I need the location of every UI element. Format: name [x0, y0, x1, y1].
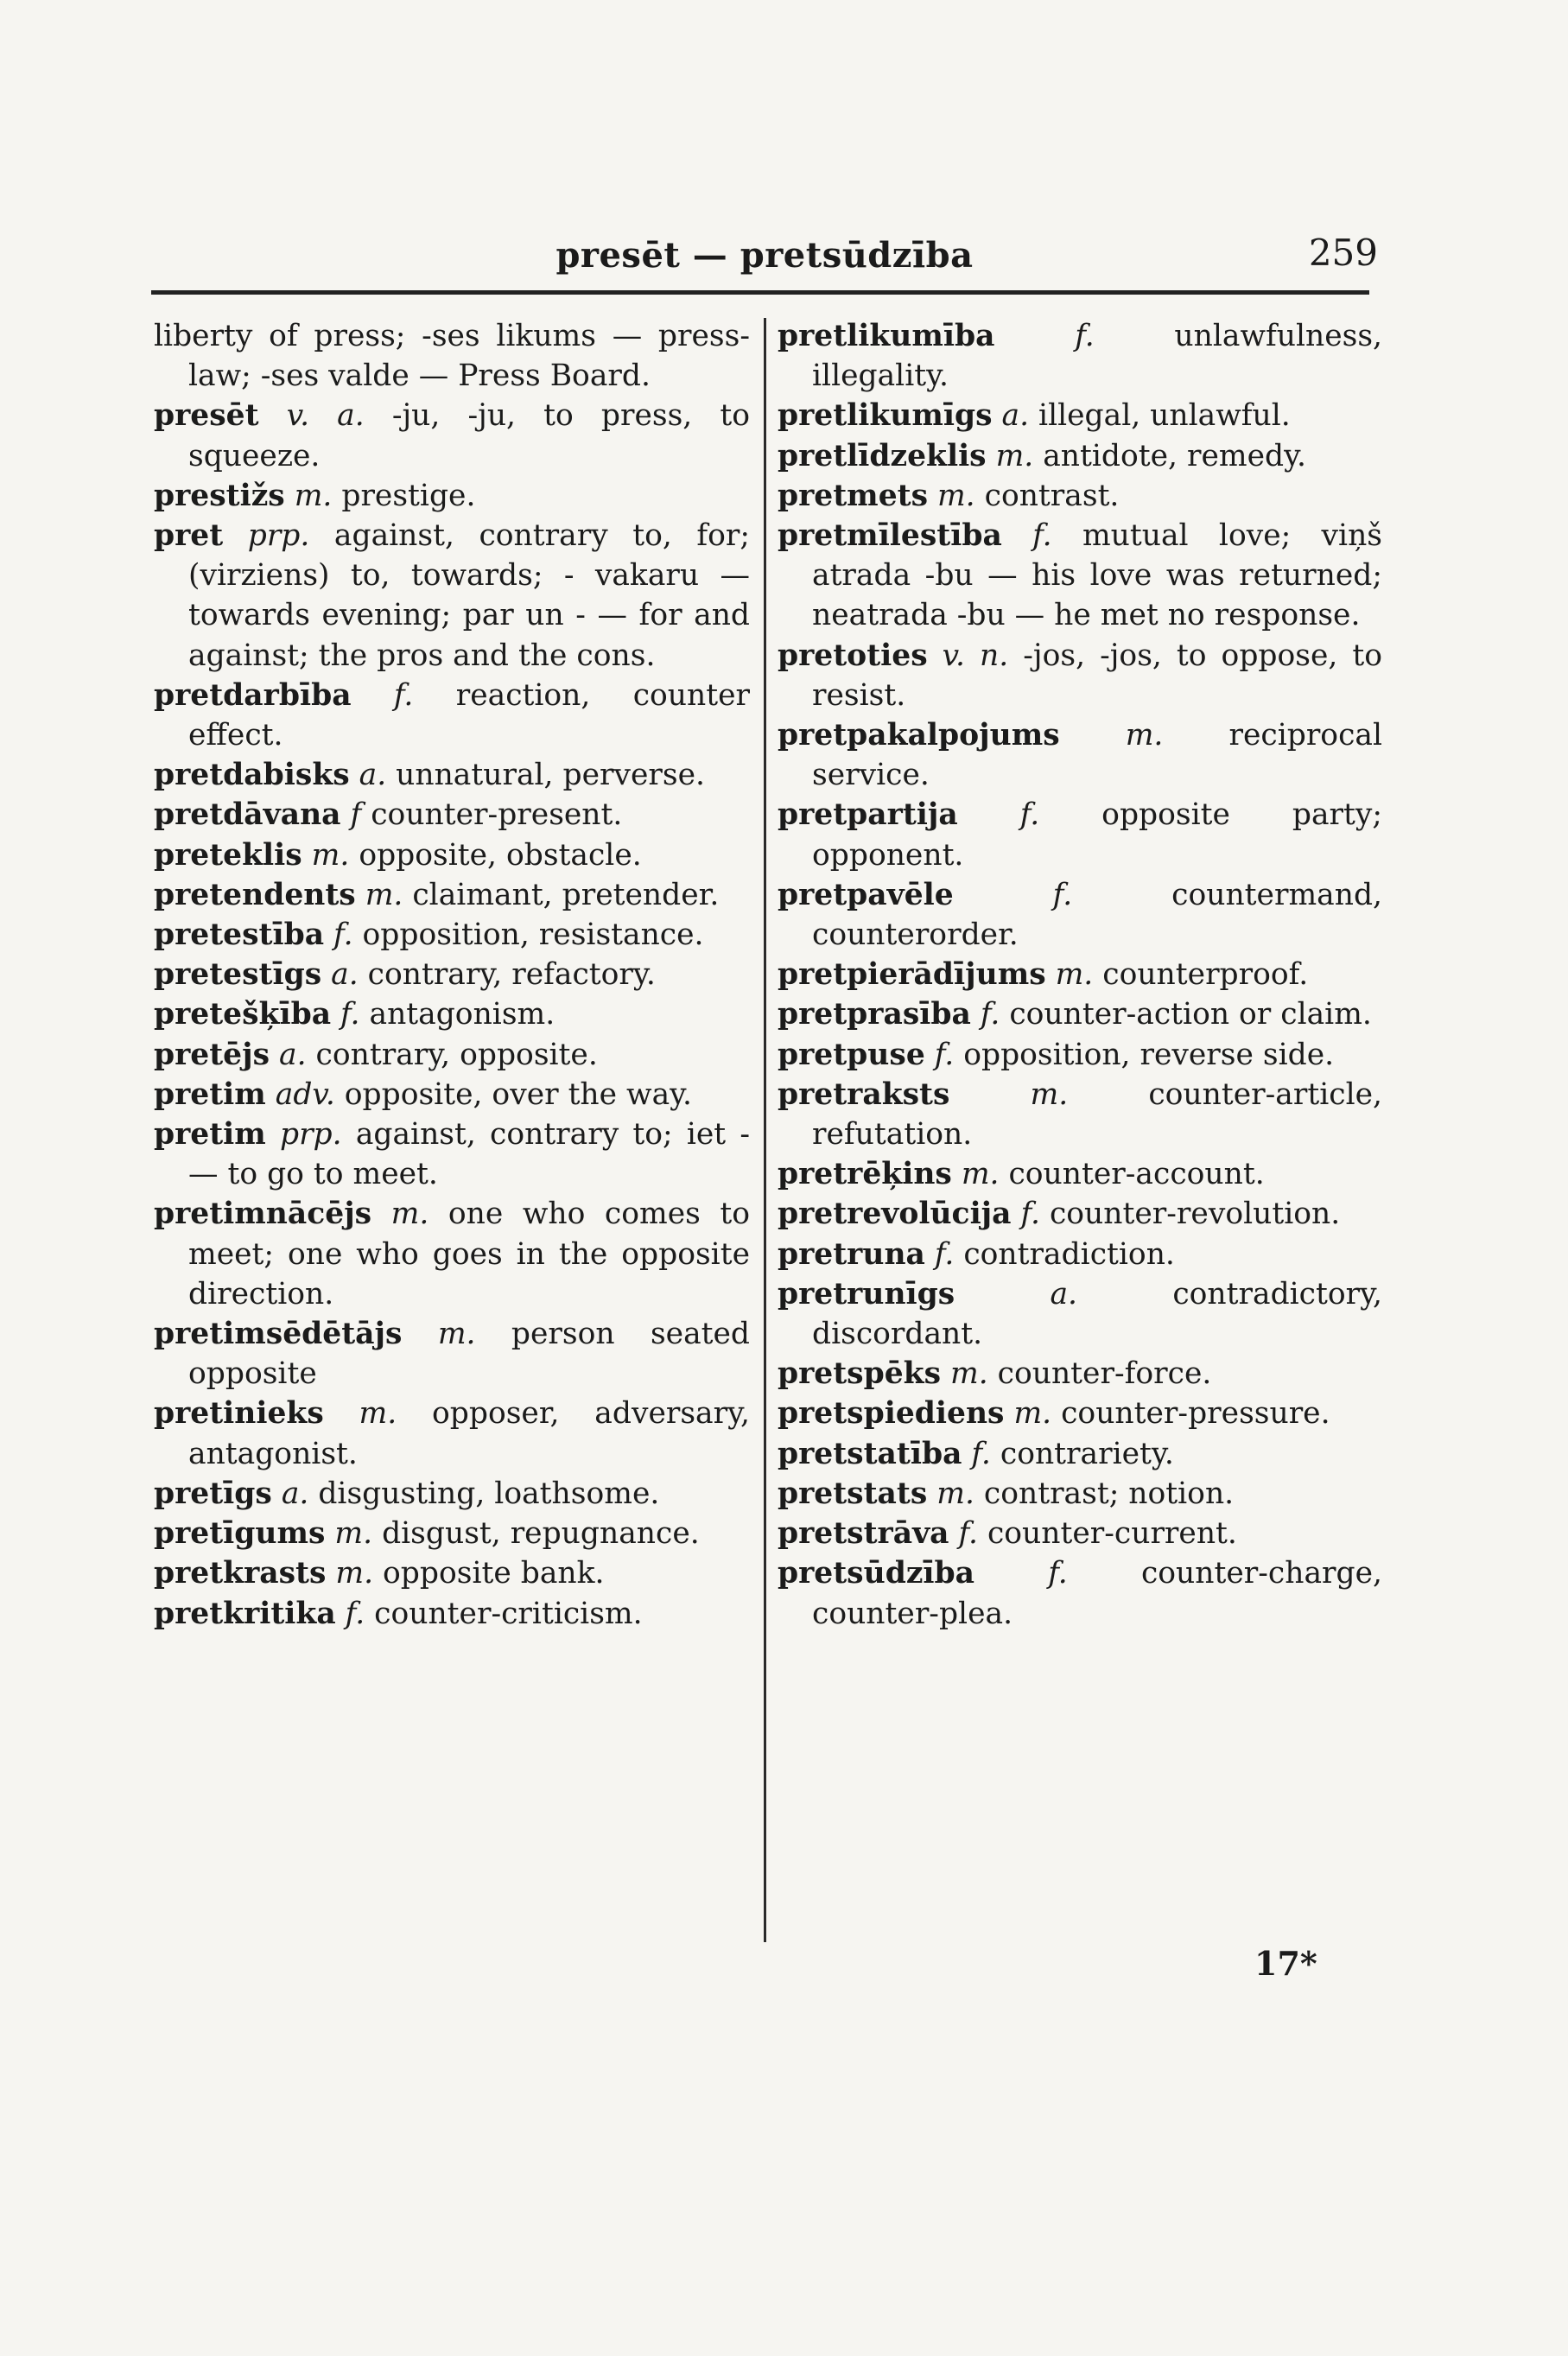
entry-headword: pretstrāva — [778, 1516, 949, 1552]
dictionary-entry — [154, 994, 750, 1034]
entry-definition: opposite, over the way. — [344, 1076, 693, 1112]
entry-definition: counter-article, refutation. — [812, 1076, 1383, 1153]
dictionary-entry — [778, 1075, 1382, 1154]
entry-definition: counter-present. — [371, 797, 623, 833]
entry-definition: -jos, -jos, to oppose, to resist. — [812, 638, 1383, 713]
entry-headword: pretstats — [778, 1476, 928, 1511]
entry-definition: one who comes to meet; one who goes in the opposite direction. — [188, 1197, 750, 1311]
entry-definition: counter-action or claim. — [1009, 997, 1372, 1032]
entry-grammar: prp. — [279, 1117, 342, 1153]
entry-grammar: m. — [335, 1556, 374, 1591]
entry-definition: opposite, obstacle. — [359, 837, 642, 873]
entry-definition: unlawfulness, illegality. — [812, 319, 1383, 394]
dictionary-entry — [154, 476, 750, 516]
header-rule — [151, 290, 1369, 295]
dictionary-entry — [778, 1035, 1382, 1075]
entry-grammar: m. — [1030, 1076, 1069, 1112]
entry-headword: pretlikumība — [778, 319, 995, 353]
entry-headword: pretrēķins — [778, 1157, 952, 1192]
entry-headword: pretspēks — [778, 1356, 942, 1392]
dictionary-entry — [778, 476, 1382, 516]
dictionary-entry — [154, 1314, 750, 1394]
entry-headword: pretraksts — [778, 1076, 950, 1112]
entry-definition: counter-pressure. — [1061, 1396, 1330, 1432]
dictionary-entry — [154, 795, 750, 835]
entry-grammar: m. — [1125, 718, 1164, 753]
entry-grammar: v. n. — [942, 638, 1009, 673]
dictionary-entry — [154, 1514, 750, 1553]
entry-grammar: m. — [294, 478, 333, 513]
entry-grammar: f. — [958, 1516, 978, 1552]
entry-definition: contrary, opposite. — [315, 1037, 598, 1072]
entry-headword: pretspiediens — [778, 1396, 1005, 1432]
entry-headword: pretprasība — [778, 997, 971, 1032]
entry-grammar: m. — [437, 1317, 476, 1352]
entry-grammar: m. — [995, 438, 1034, 473]
entry-headword: pretešķība — [154, 997, 332, 1032]
entry-grammar: f. — [1075, 319, 1095, 353]
entry-definition: contradiction. — [963, 1236, 1175, 1272]
dictionary-entry — [778, 1194, 1382, 1234]
entry-headword: pretpavēle — [778, 877, 954, 912]
left-column — [154, 316, 750, 1634]
dictionary-entry — [778, 1434, 1382, 1474]
signature-mark: 17* — [1254, 1944, 1317, 1983]
entry-headword: pretsūdzība — [778, 1556, 974, 1591]
entry-headword: presēt — [154, 398, 259, 434]
entry-grammar: f. — [980, 997, 1000, 1032]
right-column — [778, 316, 1382, 1634]
entry-grammar: f. — [934, 1037, 955, 1072]
dictionary-entry — [778, 715, 1382, 795]
running-head: presēt — pretsūdzība — [555, 235, 974, 276]
entry-definition: illegal, unlawful. — [1038, 398, 1291, 434]
entry-headword: pretdāvana — [154, 797, 341, 833]
entry-headword: pretendents — [154, 877, 356, 912]
entry-definition: counter-force. — [997, 1356, 1212, 1392]
dictionary-entry — [154, 955, 750, 994]
entry-grammar: f. — [1052, 877, 1073, 912]
dictionary-entry — [778, 1553, 1382, 1633]
entry-definition: opposer, adversary, antagonist. — [188, 1396, 750, 1471]
entry-grammar: m. — [936, 1476, 974, 1511]
entry-headword: pretoties — [778, 638, 928, 673]
entry-definition: prestige. — [341, 478, 476, 513]
entry-grammar: f. — [1020, 1197, 1040, 1232]
entry-grammar: f. — [971, 1436, 991, 1471]
dictionary-entry — [154, 1194, 750, 1314]
entry-definition: contrast. — [984, 478, 1120, 513]
dictionary-entry — [778, 1235, 1382, 1274]
entry-headword: pretīgs — [154, 1476, 272, 1511]
page-header — [151, 226, 1378, 295]
entry-definition: counter-revolution. — [1049, 1197, 1341, 1232]
entry-definition: countermand, counterorder. — [812, 877, 1382, 953]
entry-grammar: a. — [359, 758, 387, 793]
entry-grammar: m. — [334, 1516, 373, 1552]
dictionary-entry — [778, 994, 1382, 1034]
entry-definition: counter-charge, counter-plea. — [812, 1556, 1382, 1631]
entry-grammar: m. — [949, 1356, 988, 1392]
entry-definition: contradictory, discordant. — [812, 1276, 1383, 1352]
dictionary-entry — [778, 1394, 1382, 1433]
entry-grammar: m. — [936, 478, 975, 513]
dictionary-entry — [154, 516, 750, 676]
entry-grammar: f. — [934, 1236, 955, 1272]
entry-grammar: f. — [1048, 1556, 1068, 1591]
entry-definition: person seated opposite — [188, 1317, 751, 1392]
entry-grammar: f. — [1019, 797, 1040, 833]
entry-grammar: f. — [393, 677, 414, 713]
entry-definition: opposition, resistance. — [362, 918, 704, 953]
entry-grammar: prp. — [247, 518, 310, 554]
entry-headword: prestižs — [154, 478, 285, 513]
entry-headword: pretrunīgs — [778, 1276, 955, 1311]
dictionary-entry — [778, 1474, 1382, 1514]
dictionary-entry — [154, 1394, 750, 1473]
dictionary-entry — [154, 835, 750, 875]
entry-definition: contrary, refactory. — [367, 957, 656, 993]
entry-definition: reaction, counter effect. — [188, 677, 750, 753]
dictionary-entry — [154, 1553, 750, 1593]
dictionary-entry — [154, 1075, 750, 1114]
entry-definition: counter-criticism. — [374, 1596, 643, 1631]
dictionary-entry — [154, 396, 750, 475]
dictionary-entry — [778, 1354, 1382, 1394]
entry-grammar: m. — [365, 877, 403, 912]
dictionary-entry — [778, 875, 1382, 955]
dictionary-entry — [778, 396, 1382, 435]
entry-grammar: m. — [359, 1396, 397, 1432]
entry-headword: pretruna — [778, 1236, 925, 1272]
dictionary-entry — [778, 1154, 1382, 1194]
entry-definition: -ju, -ju, to press, to squeeze. — [188, 398, 751, 473]
entry-grammar: m. — [961, 1157, 1000, 1192]
dictionary-entry — [154, 875, 750, 915]
entry-headword: pretim — [154, 1076, 266, 1112]
entry-headword: pretpierādījums — [778, 957, 1046, 993]
entry-grammar: a. — [279, 1037, 307, 1072]
entry-headword: pretkrasts — [154, 1556, 327, 1591]
entry-headword: pretīgums — [154, 1516, 326, 1552]
entry-headword: pretestīgs — [154, 957, 322, 993]
entry-definition: contrast; notion. — [983, 1476, 1235, 1511]
entry-grammar: a. — [1050, 1276, 1078, 1311]
entry-headword: pretimnācējs — [154, 1197, 372, 1232]
entry-headword: pretlikumīgs — [778, 398, 993, 434]
dictionary-entry — [778, 1514, 1382, 1553]
page-number: 259 — [1308, 232, 1378, 274]
dictionary-entry — [154, 1474, 750, 1514]
entry-grammar: f — [350, 797, 362, 833]
dictionary-entry — [154, 676, 750, 755]
entry-definition: opposite bank. — [383, 1556, 605, 1591]
entry-headword: pretkritika — [154, 1596, 336, 1631]
entry-grammar: m. — [1013, 1396, 1052, 1432]
entry-definition: mutual love; viņš atrada -bu — his love was returned; neatrada -bu — he met no response. — [812, 518, 1383, 633]
entry-headword: preteklis — [154, 837, 302, 873]
entry-grammar: f. — [340, 997, 360, 1032]
entry-definition: counter-account. — [1008, 1157, 1265, 1192]
entry-grammar: v. a. — [286, 398, 365, 434]
entry-definition: claimant, pretender. — [412, 877, 720, 912]
entry-grammar: a. — [1001, 398, 1030, 434]
entry-headword: pretinieks — [154, 1396, 324, 1432]
entry-grammar: a. — [331, 957, 359, 993]
dictionary-entry — [154, 1594, 750, 1634]
entry-headword: pretmets — [778, 478, 928, 513]
entry-grammar: m. — [1055, 957, 1094, 993]
entry-definition: antagonism. — [369, 997, 555, 1032]
entry-headword: pret — [154, 518, 224, 554]
entry-definition: opposite party; opponent. — [812, 797, 1382, 873]
dictionary-entry — [154, 1114, 750, 1194]
dictionary-entry — [154, 1035, 750, 1075]
entry-definition: counterproof. — [1102, 957, 1309, 993]
entry-headword: pretdabisks — [154, 758, 350, 793]
entry-definition: disgust, repugnance. — [382, 1516, 700, 1552]
entry-headword: pretlīdzeklis — [778, 438, 987, 473]
entry-headword: pretrevolūcija — [778, 1197, 1012, 1232]
entry-definition: reciprocal service. — [812, 718, 1383, 793]
dictionary-entry — [778, 795, 1382, 874]
entry-grammar: m. — [390, 1197, 429, 1232]
dictionary-entry — [778, 1274, 1382, 1354]
dictionary-entry — [778, 636, 1382, 715]
entry-headword: pretējs — [154, 1037, 270, 1072]
entry-headword: pretimsēdētājs — [154, 1317, 403, 1352]
entry-definition: antidote, remedy. — [1043, 438, 1306, 473]
dictionary-entry — [154, 755, 750, 795]
dictionary-entry — [778, 516, 1382, 636]
entry-grammar: f. — [333, 918, 353, 953]
entry-definition: opposition, reverse side. — [963, 1037, 1335, 1072]
entry-grammar: a. — [281, 1476, 309, 1511]
entry-grammar: f. — [345, 1596, 365, 1631]
dictionary-entry — [778, 316, 1382, 396]
entry-headword: pretpakalpojums — [778, 718, 1060, 753]
entry-headword: pretdarbība — [154, 677, 352, 713]
entry-definition: liberty of press; -ses likums — press-law; -ses valde — Press Board. — [154, 319, 750, 394]
entry-definition: contrariety. — [1000, 1436, 1174, 1471]
entry-grammar: m. — [311, 837, 350, 873]
entry-definition: unnatural, perverse. — [396, 758, 705, 793]
entry-definition: against, contrary to, for; (virziens) to, towards; - vakaru — towards evening; par un - — for and against; the pros and the cons. — [188, 518, 751, 673]
entry-definition: against, contrary to; iet - — to go to meet. — [188, 1117, 751, 1192]
dictionary-entry — [778, 955, 1382, 994]
entry-definition: counter-current. — [987, 1516, 1237, 1552]
entry-definition: disgusting, loathsome. — [318, 1476, 660, 1511]
entry-grammar: adv. — [275, 1076, 335, 1112]
entry-headword: pretestība — [154, 918, 325, 953]
entry-headword: pretim — [154, 1117, 266, 1153]
entry-headword: pretpuse — [778, 1037, 925, 1072]
dictionary-entry — [778, 436, 1382, 476]
entry-grammar: f. — [1032, 518, 1052, 554]
column-divider — [764, 318, 766, 1942]
dictionary-entry — [154, 915, 750, 955]
entry-headword: pretpartija — [778, 797, 958, 833]
dictionary-entry — [154, 316, 750, 396]
entry-headword: pretmīlestība — [778, 518, 1002, 554]
entry-headword: pretstatība — [778, 1436, 962, 1471]
